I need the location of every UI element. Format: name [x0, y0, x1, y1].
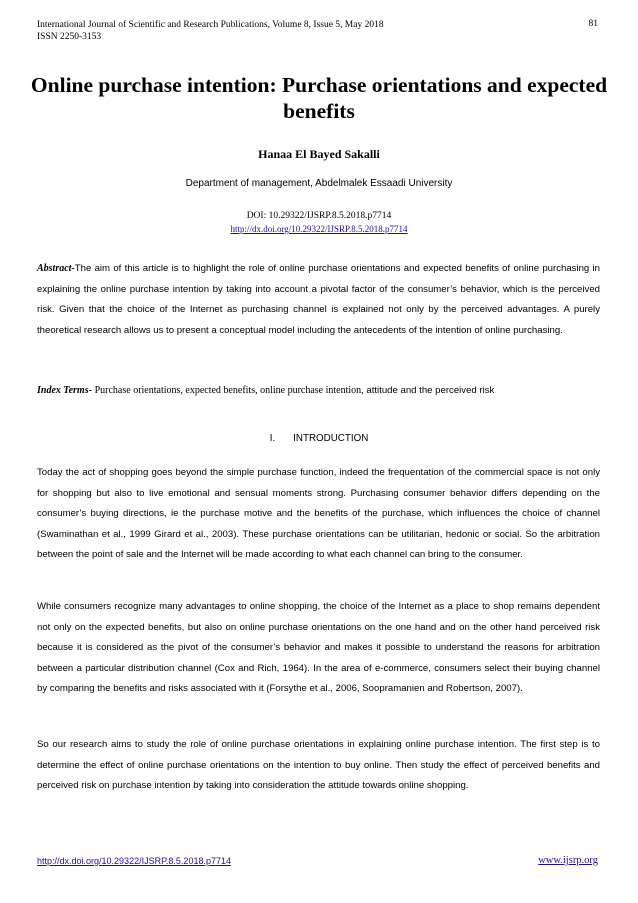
index-terms [37, 381, 600, 402]
footer-doi-link[interactable]: http://dx.doi.org/10.29322/IJSRP.8.5.2018.p7714 [37, 856, 231, 866]
body-paragraph-2: While consumers recognize many advantages to online shopping, the choice of the Internet as a place to shop remains dependent not only on the expected benefits, but also on online purchase orientations on the one hand and on the other hand perceived risk because it is considered as the pivot of the consumer’s behavior and makes it possible to understand the reasons for arbitration between a particular distribution channel (Cox and Rich, 1964). In the area of e-commerce, consumers select their buying channel by comparing the benefits and risks associated with it (Forsythe et al., 2006, Soopramanien and Robertson, 2007). [37, 601, 600, 694]
doi-text: DOI: 10.29322/IJSRP.8.5.2018.p7714 [246, 211, 392, 221]
section-number: I. [269, 433, 276, 444]
section-title: INTRODUCTION [293, 433, 369, 444]
page-number: 81 [588, 19, 598, 29]
running-header [37, 19, 384, 43]
section-heading [0, 433, 638, 444]
author-affiliation: Department of management, Abdelmalek Essaadi University [185, 178, 453, 189]
doi-link[interactable]: http://dx.doi.org/10.29322/IJSRP.8.5.2018.p7714 [230, 224, 408, 234]
footer-site-link[interactable]: www.ijsrp.org [538, 855, 598, 866]
index-terms-tail: attitude and the perceived risk [366, 385, 495, 396]
index-terms-label: Index Terms- [37, 385, 92, 396]
issn: ISSN 2250-3153 [37, 32, 102, 42]
author-name: Hanaa El Bayed Sakalli [258, 147, 380, 161]
body-paragraph-3: So our research aims to study the role of online purchase orientations in explaining online purchase intention. The first step is to determine the effect of online purchase orientations on the intention to buy online. Then study the effect of perceived benefits and perceived risk on purchase intention by taking into consideration the attitude towards online shopping. [37, 739, 600, 791]
journal-name: International Journal of Scientific and Research Publications, Volume 8, Issue 5, May 2018 [37, 20, 384, 30]
abstract-label: Abstract- [37, 263, 75, 274]
index-terms-text: Purchase orientations, expected benefits, online purchase intention, [94, 385, 364, 396]
paper-title: Online purchase intention: Purchase orientations and expected benefits [30, 73, 608, 123]
body-paragraph-1: Today the act of shopping goes beyond the simple purchase function, indeed the frequentation of the commercial space is not only for shopping but also to live emotional and sensual moments strong. Purchasing consumer behavior differs depending on the consumer’s buying directions, ie the purchase motive and the benefits of the purchase, which influences the choice of channel (Swaminathan et al., 1999 Girard et al., 2003). These purchase orientations can be utilitarian, hedonic or social. So the arbitration between the point of sale and the Internet will be made according to what each channel can bring to the consumer. [37, 467, 600, 560]
abstract [37, 259, 600, 341]
abstract-text: The aim of this article is to highlight the role of online purchase orientations and expected benefits of online purchasing in explaining the online purchase intention by taking into account a pivotal factor of the consumer’s behavior, which is the perceived risk. Given that the choice of the Internet as purchasing channel is explained not only by the perceived advantages. A purely theoretical research allows us to present a conceptual model including the antecedents of the intention of online purchasing. [37, 263, 600, 336]
